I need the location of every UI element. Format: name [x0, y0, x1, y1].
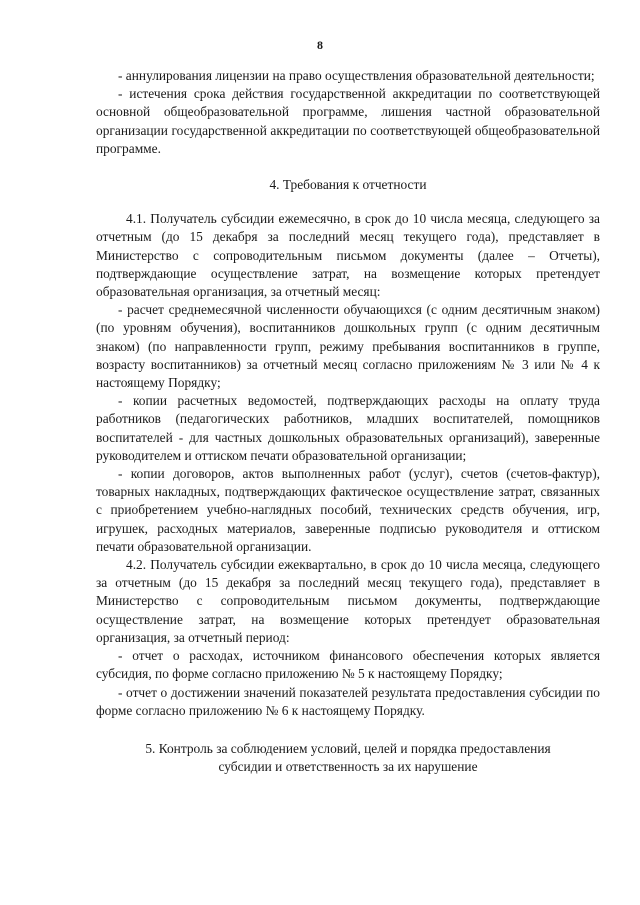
- section-5-title-line-2: субсидии и ответственность за их нарушение: [218, 759, 478, 775]
- section-5-title-line-1: 5. Контроль за соблюдением условий, целей и порядка предоставления: [145, 740, 551, 756]
- paragraph-4-2-item-expense-report: - отчет о расходах, источником финансового обеспечения которых является субсидия, по форме согласно приложению № 5 к настоящему Порядку;: [96, 648, 600, 682]
- paragraph-4-2: 4.2. Получатель субсидии ежеквартально, в срок до 10 числа месяца, следующего за отчетным (до 15 декабря за последний месяц текущего года), представляет в Министерство с сопроводительным письмом документы, подтверждающие осуществление затрат, на возмещение которых претендует образовательная организация, за отчетный период:: [96, 557, 600, 645]
- intro-item-accreditation: - истечения срока действия государственной аккредитации по соответствующей основной общеобразовательной программе, лишения частной образовательной организации государственной аккредитации по соответствующей общеобразовательной программе.: [96, 86, 600, 156]
- paragraph-4-1-item-payroll: - копии расчетных ведомостей, подтверждающих расходы на оплату труда работников (педагогических работников, младших воспитателей, помощников воспитателей - для частных дошкольных образовательных организаций), заверенные руководителем и оттиском печати образовательной организации;: [96, 393, 600, 463]
- paragraph-4-1-item-headcount: - расчет среднемесячной численности обучающихся (с одним десятичным знаком) (по уровням обучения), воспитанников дошкольных групп (с одним десятичным знаком) (по направленности групп, режиму пребывания воспитанников в группе, возрасту воспитанников) за отчетный месяц согласно приложениям № 3 или № 4 к настоящему Порядку;: [96, 302, 600, 391]
- paragraph-4-1: 4.1. Получатель субсидии ежемесячно, в срок до 10 числа месяца, следующего за отчетным (до 15 декабря за последний месяц текущего года), представляет в Министерство с сопроводительным письмом документы (далее – Отчеты), подтверждающие осуществление затрат, на возмещение которых претендует образовательная организация, за отчетный месяц:: [96, 211, 600, 300]
- page-number: 8: [317, 38, 323, 52]
- paragraph-4-2-item-results-report: - отчет о достижении значений показателей результата предоставления субсидии по форме согласно приложению № 6 к настоящему Порядку.: [96, 684, 600, 718]
- intro-item-license: - аннулирования лицензии на право осуществления образовательной деятельности;: [118, 68, 595, 83]
- document-body: [96, 67, 600, 776]
- paragraph-4-1-item-contracts: - копии договоров, актов выполненных работ (услуг), счетов (счетов-фактур), товарных накладных, подтверждающих фактическое осуществление затрат, связанных с приобретением учебно-наглядных пособий, технических средств обучения, игр, игрушек, расходных материалов, заверенные подписью руководителя и оттиском печати образовательной организации.: [96, 466, 600, 554]
- section-4-title: 4. Требования к отчетности: [269, 177, 427, 193]
